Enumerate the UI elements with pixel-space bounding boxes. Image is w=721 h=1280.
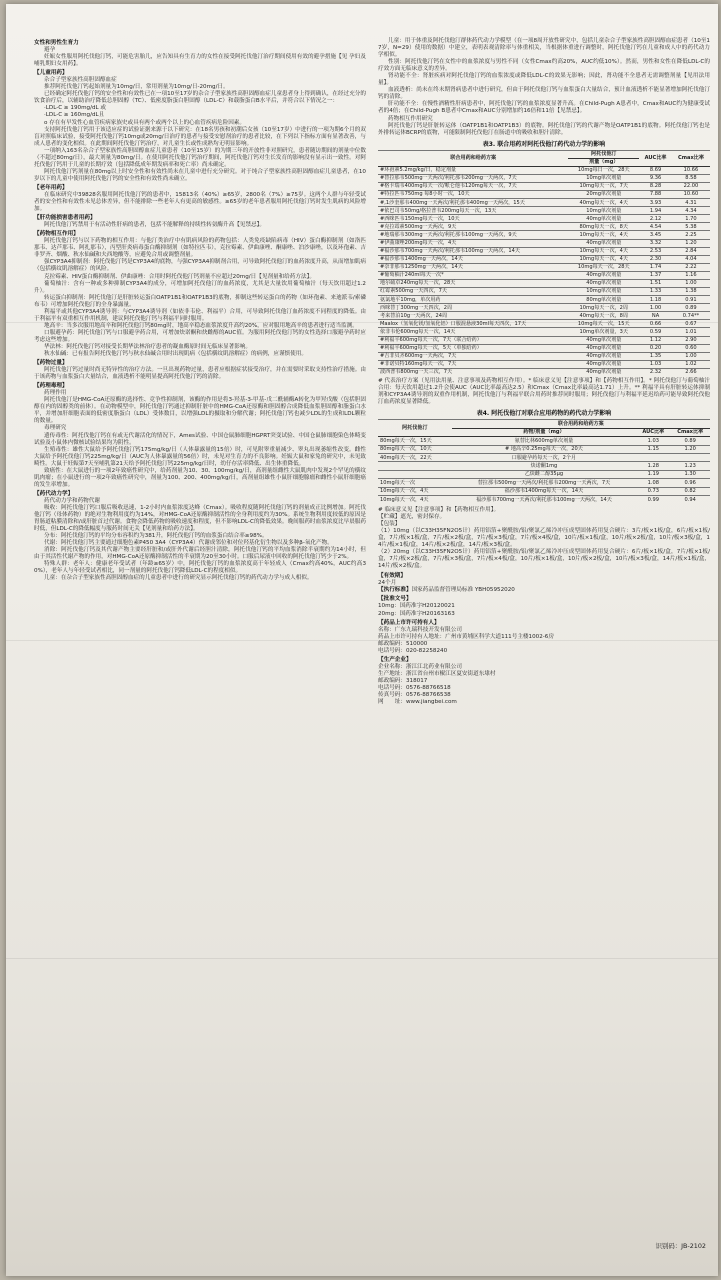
table-cell: #格卡瑞韦400mg每天一次/哌仑他韦120mg每天一次，7天 [378, 183, 568, 191]
table-cell: #克拉霉素500mg一天两次，9天 [378, 223, 568, 231]
table-cell: 1.15 [636, 445, 670, 453]
maker-line: 企业名称：浙江江北药业有限公司 [378, 663, 462, 670]
manufacturer-section [378, 657, 710, 706]
paragraph: 阿托伐他汀钙是肝脏转运体（OATP1B1和OATP1B3）的底物。阿托伐他汀钙的代谢产物是OATP1B1的底物。阿托伐他汀钙也是外排转运体BCRP的底物，可能限制阿托伐他汀在肠道中的吸收和胆汁清除。 [378, 122, 710, 136]
table-cell: 10mg每天一次，4天 [378, 495, 452, 503]
table-cell: 1.23 [670, 462, 710, 470]
table-cell: 40mg每天一次，8周 [568, 312, 639, 320]
table-cell: 40mg单次剂量 [568, 360, 639, 368]
right-column [378, 38, 710, 706]
paragraph: 代谢：阿托伐他汀钙主要通过细胞色素P450 3A4（CYP3A4）代谢成邻位和对位羟基化衍生物以及多种β-氧化产物。 [44, 540, 333, 547]
table3-header-cmax: Cmax比率 [672, 150, 710, 166]
table-cell: 2.22 [672, 263, 710, 271]
table-cell: 5.38 [672, 223, 710, 231]
paragraph: 地高辛：当多次服用地高辛和阿托伐他汀钙80mg时，地高辛稳态血浆浓度升高约20%，应对服用地高辛的患者进行适当监测。 [44, 322, 358, 329]
paragraph: 阿托伐他汀是HMG-CoA还原酶的选择性、竞争性抑制剂，该酶的作用是将3-羟基-3-甲基-戊二酰辅酶A转化为甲羟戊酸（包括胆固醇在内的固醇类的前体）。在动物模型中，阿托伐他汀钙通过抑制肝脏中的HMG-CoA还原酶和胆固醇合成降低血浆胆固醇和脂蛋白水平，并增加肝细胞表面的低密度脂蛋白（LDL）受体数目，以增强LDL的摄取和分解代谢；阿托伐他汀钙也减少LDL的生成和LDL颗粒的数量。 [34, 397, 366, 425]
table-row [378, 487, 710, 495]
table-cell: 1.37 [639, 271, 672, 279]
table-cell: 40mg单次剂量 [568, 239, 639, 247]
table-cell: 10mg单次剂量 [568, 207, 639, 215]
storage-and-packaging [378, 507, 710, 570]
table-cell: 7.88 [639, 191, 672, 199]
table-cell: #福沙那韦700mg一天两次/利托那韦100mg一天两次，14天 [378, 247, 568, 255]
paragraph: 阿托伐他汀钙剂量在80mg以上时安全性和有效性尚未在儿童中进行充分研究。对于纯合子型家族性高胆固醇血症儿童患者，在10岁以下的儿童中使用阿托伐他汀钙的安全性和有效性尚未确立。 [34, 168, 366, 182]
table-cell: 1.70 [672, 215, 710, 223]
table-cell: 1.94 [639, 207, 672, 215]
table-cell: 10mg每天一次，4天 [568, 247, 639, 255]
table-row [378, 328, 710, 336]
table-row [378, 454, 710, 462]
paragraph: 药物相互作用研究 [388, 115, 433, 122]
table-cell: 10mg每天一次，15天 [568, 320, 639, 328]
paragraph: 推荐阿托伐他汀钙起始剂量为10mg/日，常用剂量为10mg/日-20mg/日。 [44, 84, 229, 91]
table-cell: 10mg单次剂量，3天 [568, 328, 639, 336]
table4-effects-on-coadmin [378, 419, 710, 503]
approval-label: 【批准文号】 [378, 596, 412, 603]
table-cell: #特拉匹韦750mg 每8小时一次，10天 [378, 191, 568, 199]
paragraph: # 临床意义见【注意事项】和【药物相互作用】。 [378, 506, 500, 513]
table-cell: 地尔硫卓240mg每天一次，28天 [378, 279, 568, 287]
table-cell: 8.69 [639, 166, 672, 174]
manufacturer-label: 【生产企业】 [378, 656, 412, 663]
table3-subheader-dose: 剂量（mg） [568, 158, 639, 166]
table-cell: 3.32 [639, 239, 672, 247]
table-cell: 考来替泊10g一天两次，24周 [378, 312, 568, 320]
table-cell: 80mg每天一次，10天 [378, 445, 452, 453]
validity-section [378, 573, 710, 587]
paragraph: 吸收：阿托伐他汀钙口服后吸收迅速，1-2小时内血浆浓度达峰（Cmax）。吸收程度随阿托伐他汀钙的剂量成正比例增加。阿托伐他汀钙（母体药物）的绝对生物利用度约为14%，对HMG-CoA还原酶抑制活性的全身利用度约为30%。系统生物利用度较低的原因是胃肠道粘膜清除和/或肝脏首过代谢。食物会降低药物的吸收速度和程度，但不影响LDL-C的降低效果。晚间服药时血浆浓度比早晨服药时低，但LDL-C的降低幅度与服药时间无关【见剂量和给药方法】。 [34, 505, 366, 533]
table-cell: #奈非那韦1250mg一天两次，14天 [378, 263, 568, 271]
table-cell: 10mg每天一次，4天 [568, 231, 639, 239]
paragraph: （2）20mg（以C33H35FN2O5计）药用铝箔+聚酰胺/铝/聚氯乙烯冷冲压成型固体药用复合硬片：6片/板×1板/盒，7片/板×1板/盒，7片/板×2板/盒，7片/板×3板/盒，7片/板×4板/盒，10片/板×1板/盒，10片/板×2板/盒，10片/板×3板/盒，14片/板×1板/盒，14片/板×2板/盒。 [378, 549, 710, 570]
table-cell: 1.38 [672, 288, 710, 296]
table-cell: 氨替比林600mg单次剂量 [452, 437, 637, 445]
section-heading: 【老年用药】 [34, 184, 68, 191]
table-cell: 40mg单次剂量 [568, 368, 639, 376]
table-row [378, 368, 710, 376]
table-row [378, 239, 710, 247]
table-cell: 8.28 [639, 183, 672, 191]
mah-section [378, 620, 710, 655]
table-cell: 1.20 [670, 445, 710, 453]
table-cell: 1.74 [639, 263, 672, 271]
paragraph: 消除：阿托伐他汀钙及其代谢产物主要经肝脏和/或肝外代谢后经胆汁清除，阿托伐他汀钙的平均血浆消除半衰期约为14小时，但由于其活性代谢产物的作用，对HMG-CoA还原酶抑制活性的半衰期为20至30小时。口服后尿液中回收的阿托伐他汀钙少于2%。 [34, 547, 366, 561]
table-cell: 40mg每天一次，4天 [568, 199, 639, 207]
table-cell: #吉非贝齐600mg一天两次，7天 [378, 352, 568, 360]
paragraph: 利福平或其他CYP3A4诱导剂：与CYP3A4诱导剂（如依非韦伦、利福平）合用，可导致阿托伐他汀血药浓度不同程度的降低。由于利福平有双重相互作用机制，建议阿托伐他汀钙与利福平同时服用。 [34, 308, 366, 322]
table-cell: 1.03 [636, 437, 670, 445]
table-cell: #依巴司韦50mg/格拉普韦200mg每天一次，13天 [378, 207, 568, 215]
table-row [378, 344, 710, 352]
table-cell: 10mg单次剂量 [568, 174, 639, 182]
paragraph: 生殖毒性：雄性大鼠给予阿托伐他汀钙175mg/kg/日（人体暴露量的15倍）时，可见附睾重量减少、睾丸出现萎缩性改变。雌性大鼠给予阿托伐他汀钙225mg/kg/日（AUC为人体暴露量的56倍）时，未见对生育力的不良影响。妊娠大鼠和家兔的研究中，未见致畸性。大鼠于妊娠第7天至哺乳第21天给予阿托伐他汀钙225mg/kg/日时，幼仔存活率降低、出生体重降低。 [34, 446, 366, 467]
section-heading: 【肝功能损害患者用药】 [34, 215, 96, 222]
paragraph: 转运蛋白抑制剂：阿托伐他汀是肝脏转运蛋白OATP1B1和OATP1B3的底物，抑制这些转运蛋白的药物（如环孢素、来迪派韦/索磷布韦）可增加阿托伐他汀的全身暴露量。 [34, 294, 366, 308]
table-row [378, 279, 710, 287]
paragraph: 秋水仙碱：已有报告阿托伐他汀钙与秋水仙碱合用时出现肌病（包括横纹肌溶解症）的病例，应谨慎使用。 [44, 351, 307, 358]
table-row [378, 296, 710, 304]
table-cell: 0.60 [672, 344, 710, 352]
document-id: 识别码：JB-2102 [655, 1242, 706, 1250]
paragraph: 杂合子型家族性高胆固醇血症 [44, 77, 117, 84]
table-row [378, 255, 710, 263]
paragraph: 致癌性：在大鼠进行的一项2年致癌性研究中，给药剂量为10、30、100mg/kg/日，高剂量组雌性大鼠肌肉中发现2个罕见的横纹肌肉瘤；在小鼠进行的一项2年致癌性研究中，剂量为100、200、400mg/kg/日，高剂量组雄性小鼠肝细胞腺瘤和雌性小鼠肝细胞癌的发生率增加。 [34, 467, 366, 488]
table-cell: 1.00 [672, 279, 710, 287]
table-cell: 80mg每天一次，15天 [378, 437, 452, 445]
table3-title: 表3. 联合用药对阿托伐他汀药代动力学的影响 [482, 140, 606, 148]
table-cell: 0.59 [639, 328, 672, 336]
left-column [34, 38, 366, 583]
paragraph: 药理作用 [44, 390, 67, 397]
table-cell: #非诺贝特160mg每天一次，7天 [378, 360, 568, 368]
table-cell: 0.73 [636, 487, 670, 495]
paragraph: 葡萄柚汁：含有一种或多种抑制CYP3A4的成分，可增加阿托伐他汀的血药浓度，尤其是大量饮用葡萄柚汁（每天饮用超过1.2升）。 [34, 280, 366, 294]
table-cell: 1.51 [639, 279, 672, 287]
table-cell: 2.25 [672, 231, 710, 239]
table-cell: 1.08 [636, 479, 670, 487]
table-cell: 0.99 [636, 495, 670, 503]
table-row [378, 445, 710, 453]
table-row [378, 304, 710, 312]
paragraph: ·LDL-C ≥ 190mg/dL 或 [44, 105, 106, 112]
paragraph: ·LDL-C ≥ 160mg/dL且 [44, 112, 105, 119]
table-row [378, 462, 710, 470]
table-cell: 西咪替丁300mg一天四次，2周 [378, 304, 568, 312]
standard-label: 【执行标准】 [378, 587, 412, 594]
table-row [378, 174, 710, 182]
table-cell: 10mg每天一次，7天 [568, 183, 639, 191]
table-cell: 0.82 [670, 487, 710, 495]
table-cell: 2.32 [639, 368, 672, 376]
table-cell: 炔诺酮1mg [452, 462, 637, 470]
paragraph: 特殊人群：老年人：健康老年受试者（年龄≥65岁）中，阿托伐他汀钙的血浆浓度高于年轻成人（Cmax约高40%，AUC约高30%），老年人与年轻受试者相比，同一剂量的阿托伐他汀钙降低LDL-C的程度相似。 [34, 561, 366, 575]
table-cell: NA [639, 312, 672, 320]
table-cell: 10mg每天一次 [378, 479, 452, 487]
paragraph: 血液透析：尚未在终末期肾病患者中进行研究，但由于阿托伐他汀钙与血浆蛋白大量结合，预计血液透析不能显著增加阿托伐他汀钙的清除。 [378, 87, 710, 101]
table-row [378, 437, 710, 445]
table-cell: 8.58 [672, 174, 710, 182]
table-row [378, 271, 710, 279]
table-cell: 40mg单次剂量 [568, 271, 639, 279]
table3-header-auc: AUC比率 [639, 150, 672, 166]
table-cell: 10mg每天一次，4天 [378, 487, 452, 495]
table-cell: 1.16 [672, 271, 710, 279]
paragraph: 阿托伐他汀钙过量时尚无特异性的治疗方法。一旦出现药物过量，患者应根据症状接受治疗，并在需要时采取支持性治疗措施。由于该药物与血浆蛋白大量结合，血液透析不能明显提高阿托伐他汀钙的清除。 [34, 367, 366, 381]
table-cell: 0.67 [672, 320, 710, 328]
table-cell: 2.90 [672, 336, 710, 344]
section-heading: 【药物过量】 [34, 360, 68, 367]
table-row [378, 223, 710, 231]
table-cell: Maalox（氢氧化镁/氢氧化铝）口服混悬液30ml每天四次，17天 [378, 320, 568, 328]
table-cell: 1.18 [639, 296, 672, 304]
table-cell: #替拉那韦500mg一天两次/利托那韦200mg一天两次，7天 [378, 174, 568, 182]
table-cell: 10.60 [672, 191, 710, 199]
table-cell: 1.01 [672, 328, 710, 336]
table-cell: 1.19 [636, 470, 670, 478]
table-row [378, 191, 710, 199]
table3-notes: # 代表治疗方案（见用法用量、注意事项及药物相互作用）。* 临床意义见【注意事项】和【药物相互作用】。* 阿托伐他汀与葡萄柚汁合用：每天饮用超过1.2升会使AUC（AUC比率最高达2.5）和Cmax（Cmax比率最高达1.71）上升。** 利福平具有肝脏转运体抑制剂和CYP3A4诱导剂的双重作用机制，阿托伐他汀与利福平联合用药时推荐同时服用；阿托伐他汀与利福平延迟给药可能导致阿托伐他汀血药浓度显著降低。 [378, 378, 710, 406]
table-cell: 1.12 [639, 336, 672, 344]
table-cell: 3.93 [639, 199, 672, 207]
paragraph: 分布：阿托伐他汀钙的平均分布容积约为381升，阿托伐他汀钙的血浆蛋白结合率≥98%。 [44, 533, 268, 540]
paragraph: 避孕 [44, 47, 56, 54]
table-cell: 0.89 [670, 437, 710, 445]
paragraph: 强CYP3A4抑制剂：阿托伐他汀钙是CYP3A4的底物，与强CYP3A4抑制剂合用，可导致阿托伐他汀的血药浓度升高，从而增加肌病（包括横纹肌溶解症）的风险。 [34, 259, 366, 273]
table-cell: 80mg单次剂量 [568, 296, 639, 304]
maker-line: 网 址：www.jiangbei.com [378, 699, 457, 706]
table-cell: 2.30 [639, 255, 672, 263]
mah-line: 名称：广东九瑞科技开发有限公司 [378, 626, 462, 633]
table-cell: #西咪匹韦150mg每天一次，10天 [378, 215, 568, 223]
validity-value: 24个月 [378, 580, 397, 587]
table-cell: 4.04 [672, 255, 710, 263]
table-row [378, 336, 710, 344]
paragraph: 支持阿托伐他汀钙用于该适应症的试验证据来源于以下研究：在18名男孩和初潮后女孩（10至17岁）中进行的一项为期6个月的双盲对照临床试验，接受阿托伐他汀钙10mg或20mg/日治疗的患者与接受安慰剂治疗的患者比较，在下列以下指标方面有显著改善，与成人患者的变化相似。在此期间阿托伐他汀钙治疗，对儿童生长或性成熟均无明显影响。 [34, 126, 366, 147]
table-cell: 20mg单次剂量 [568, 191, 639, 199]
table-row [378, 352, 710, 360]
table-cell: 40mg单次剂量 [568, 215, 639, 223]
paragraph: 【贮藏】遮光，密封保存。 [378, 513, 446, 520]
table-cell: 2.66 [672, 368, 710, 376]
table-cell: 10mg每天一次，28天 [568, 263, 639, 271]
table4-header-coadmin: 联合用药和给药方案 [452, 420, 710, 428]
table-cell: 口服避孕药每天一次，2个月 [452, 454, 637, 462]
table-row [378, 479, 710, 487]
table-row [378, 495, 710, 503]
table-cell: 0.96 [670, 479, 710, 487]
mah-line: 邮政编码：510000 [378, 640, 428, 647]
table-row [378, 312, 710, 320]
paragraph: 毒理研究 [44, 425, 67, 432]
table-cell: 2.84 [672, 247, 710, 255]
table-cell: #利福平600mg每天一次，7天（联合给药） [378, 336, 568, 344]
table-row [378, 288, 710, 296]
table-cell: 乙炔雌二醇35μg [452, 470, 637, 478]
table-cell: 0.66 [639, 320, 672, 328]
table-cell: 1.30 [670, 470, 710, 478]
paragraph: 药代动力学和药物代谢 [44, 497, 100, 504]
table-cell: 氨氯地平10mg，单次用药 [378, 296, 568, 304]
table-cell: 波西普韦800mg一天三次，7天 [378, 368, 568, 376]
table-row [378, 360, 710, 368]
table-row [378, 207, 710, 215]
table-cell: 40mg单次剂量 [568, 344, 639, 352]
mah-line: 药品上市许可持有人地址：广州市黄埔区科学大道111号主楼1002-6房 [378, 633, 554, 640]
paragraph: 【包装】 [378, 520, 401, 527]
table-cell: #伊曲康唑200mg每天一次，4天 [378, 239, 568, 247]
approvals-line: 10mg：国药准字H20120021 [378, 603, 455, 610]
approval-section [378, 596, 710, 617]
table-cell: 3.45 [639, 231, 672, 239]
table3-header-coadmin: 联合用药和给药方案 [378, 150, 568, 166]
table-cell: 40mg单次剂量 [568, 352, 639, 360]
paragraph: 阿托伐他汀钙禁用于有活动性肝病的患者，包括不能解释的持续性转氨酶升高【见禁忌】。 [44, 222, 265, 229]
maker-line: 传真号码：0576-88766538 [378, 692, 451, 699]
table4-header-atorvastatin: 阿托伐他汀 [378, 420, 452, 437]
table-cell: 9.36 [639, 174, 672, 182]
table-cell: 1.33 [639, 288, 672, 296]
table-cell: #环孢素5.2mg/kg/日，稳定剂量 [378, 166, 568, 174]
table-cell: 4.54 [639, 223, 672, 231]
paragraph: 已经确定阿托伐他汀钙的安全性和有效性已在一项10至17岁的杂合子型家族性高胆固醇血症儿童患者身上得到确认，在经过充分的饮食治疗后，以辅助治疗降低总胆固醇（TC）、低密度脂蛋白胆固醇（LDL-C）和载脂蛋白B水平后，并符合以下情况之一： [34, 91, 366, 105]
mah-label: 【药品上市许可持有人】 [378, 619, 440, 626]
table-cell: 1.28 [636, 462, 670, 470]
table-cell: 10mg单次剂量 [568, 288, 639, 296]
maker-line: 电话号码：0576-88766518 [378, 684, 451, 691]
table-cell: 80mg每天一次，8天 [568, 223, 639, 231]
table-cell: 10mg每日一次，28天 [568, 166, 639, 174]
table-cell: 2.12 [639, 215, 672, 223]
table-cell: 替拉那韦500mg一天两次/利托那韦200mg一天两次，7天 [452, 479, 637, 487]
table-cell [670, 454, 710, 462]
paragraph: 华法林：阿托伐他汀钙对接受长期华法林治疗患者的凝血酶原时间无临床显著影响。 [44, 343, 251, 350]
table-cell: 0.74** [672, 312, 710, 320]
table-cell: #利福平600mg每天一次，5天（单独给药） [378, 344, 568, 352]
table-row [378, 231, 710, 239]
paragraph: 阿托伐他汀钙与以下药物的相互作用：与他汀类治疗中有肌病风险的药物包括：人类免疫缺陷病毒（HIV）蛋白酶抑制剂（如洛匹那韦、达芦那韦、阿扎那韦），丙型肝炎病毒蛋白酶抑制剂（如特拉匹韦），克拉霉素、伊曲康唑、酮康唑、泊沙康唑，以及环孢素、吉非罗齐、烟酸、秋水仙碱和夫西地酸等，应避免合用或调整剂量。 [34, 238, 366, 259]
paragraph: 肝功能不全：在慢性酒精性肝病患者中，阿托伐他汀钙的血浆浓度显著升高。在Child-Pugh A患者中，Cmax和AUC约为健康受试者的4倍；在Child-Pugh B患者中Cmax和AUC分别增加约16倍和11倍【见禁忌】。 [378, 101, 710, 115]
paragraph: o 存在有早发性心血管疾病家族史或具有两个或两个以上的心血管疾病危险因素。 [44, 119, 245, 126]
table4-subheader-cmax: Cmax比率 [670, 428, 710, 436]
table-cell: 福沙那韦700mg一天两次/利托那韦100mg一天两次，14天 [452, 495, 637, 503]
table-cell: 1.35 [639, 352, 672, 360]
table-cell: 4.34 [672, 207, 710, 215]
table-cell: 1.03 [639, 360, 672, 368]
table-row [378, 247, 710, 255]
paragraph: 肾功能不全：肾脏疾病对阿托伐他汀钙的血浆浓度或降低LDL-C的效果无影响；因此，肾功能不全患者无需调整剂量【见用法用量】。 [378, 73, 710, 87]
section-heading: 【药代动力学】 [34, 490, 74, 497]
section-heading: 【药理毒理】 [34, 383, 68, 390]
table-row [378, 470, 710, 478]
table-cell: 依非韦伦600mg每天一次，14天 [378, 328, 568, 336]
table4-subheader-drug: 药物/剂量（mg） [452, 428, 637, 436]
right-intro-text [378, 38, 710, 137]
table-row [378, 320, 710, 328]
table-cell: 40mg单次剂量 [568, 279, 639, 287]
approvals-line: 20mg：国药准字H20163163 [378, 610, 455, 617]
standard-section [378, 587, 710, 594]
table-cell: 0.20 [639, 344, 672, 352]
table-cell: 10.66 [672, 166, 710, 174]
table-row [378, 215, 710, 223]
table-cell: 4.31 [672, 199, 710, 207]
table-cell: 22.00 [672, 183, 710, 191]
table-cell: 0.94 [670, 495, 710, 503]
paragraph: 性别：阿托伐他汀钙在女性中的血浆浓度与男性不同（女性Cmax约高20%，AUC约低10%）。然而，男性和女性在降低LDL-C的疗效方面无临床意义的差异。 [378, 59, 710, 73]
table-cell [378, 462, 452, 470]
maker-line: 生产地址：浙江省台州市椒江区夏安街道东埭村 [378, 670, 496, 677]
table-cell: 1.02 [672, 360, 710, 368]
mah-line: 电话号码：020-82258240 [378, 647, 448, 654]
table3-header-atorvastatin: 阿托伐他汀 [568, 150, 639, 158]
table-cell: 10mg每天一次，4天 [568, 255, 639, 263]
table-row [378, 166, 710, 174]
section-heading: 女性和男性生育力 [34, 40, 79, 46]
table-cell: 福沙那韦1400mg每天一次，14天 [452, 487, 637, 495]
table-cell: 2.53 [639, 247, 672, 255]
section-heading: 【儿童用药】 [34, 70, 68, 77]
table-row [378, 183, 710, 191]
table-cell: # 地高辛0.25mg每天一次，20天 [452, 445, 637, 453]
paragraph: 口服避孕药：阿托伐他汀钙与口服避孕药合用，可增加炔诺酮和炔雌醇的AUC值。为服用阿托伐他汀钙的女性选择口服避孕药时应考虑这些增加。 [34, 329, 366, 343]
paragraph: 在临床研究中39828名服用阿托伐他汀钙的患者中，15813名（40%）≥65岁，2800名（7%）≥75岁。这两个人群与年轻受试者的安全性和有效性未见总体差异，但不能排除一些老年人有更高的敏感性。≥65岁的老年患者服用阿托伐他汀钙时发生肌病的风险增加。 [34, 191, 366, 213]
table-cell: 1.00 [672, 352, 710, 360]
table-cell: 0.89 [672, 304, 710, 312]
maker-line: 邮政编码：318017 [378, 677, 428, 684]
table-cell: #葡萄柚汁240ml每天一次* [378, 271, 568, 279]
package-insert-sheet [6, 4, 718, 1276]
table-cell: #福沙那韦1400mg一天两次，14天 [378, 255, 568, 263]
validity-label: 【有效期】 [378, 573, 406, 580]
table-cell: 红霉素500mg一天四次，7天 [378, 288, 568, 296]
table4-subheader-auc: AUC比率 [636, 428, 670, 436]
table-cell: 1.00 [639, 304, 672, 312]
table3-drug-interactions [378, 150, 710, 377]
paragraph: 遗传毒性：阿托伐他汀钙在有或无代谢活化的情况下，Ames试验、中国仓鼠肺细胞HGPRT突变试验、中国仓鼠肺细胞染色体畸变试验及小鼠体内微核试验结果均为阴性。 [34, 432, 366, 446]
table-cell [636, 454, 670, 462]
table-cell [378, 470, 452, 478]
table-cell: 40mg每天一次，22天 [378, 454, 452, 462]
paragraph: 儿童：用于体重及阿托伐他汀群体药代动力学模型（在一项8周开放性研究中，包括儿童杂合子型家族性高胆固醇血症患者（10至17岁，N=29）使用的数据）中建立，表明表观清除率与体重相关，当根据体重进行调整时，阿托伐他汀钙在儿童和成人中的药代动力学相似。 [378, 38, 710, 59]
paragraph: 一项纳入163名杂合子型家族性高胆固醇血症儿童患者（10至15岁）的为期三年的开放性非对照研究，患者随访期间的剂量中位数（不超过80mg/日），最大剂量为80mg/日。在使用阿托伐他汀钙治疗期间，阿托伐他汀钙对生长发育的影响没有显示出一致性。对阿托伐他汀钙用于儿童的长期疗效（包括降低成年期发病率和死亡率）尚未确定。 [34, 147, 366, 168]
section-heading: 【药物相互作用】 [34, 231, 79, 238]
table4-title: 表4. 阿托伐他汀对联合应用药物的药代动力学影响 [476, 410, 612, 418]
paragraph: 妊娠女性服用阿托伐他汀钙，可能危害胎儿，应告知具有生育力的女性在接受阿托伐他汀治疗期间使用有效的避孕措施【见 孕妇及哺乳期妇女用药】。 [34, 54, 366, 68]
table-row [378, 199, 710, 207]
paragraph: 儿童：在杂合子型家族性高胆固醇血症的儿童患者中进行的研究显示阿托伐他汀钙的药代动力学与成人相似。 [44, 575, 313, 582]
paragraph: 克拉霉素、HIV蛋白酶抑制剂、伊曲康唑：合用时阿托伐他汀钙剂量不应超过20mg/日【见剂量和给药方法】。 [44, 273, 316, 280]
table-cell: 40mg单次剂量 [568, 336, 639, 344]
table-cell: 10mg每天一次，2周 [568, 304, 639, 312]
table-cell: #地瑞那韦300mg一天两次/利托那韦100mg一天两次，9天 [378, 231, 568, 239]
paragraph: （1）10mg（以C33H35FN2O5计）药用铝箔+聚酰胺/铝/聚氯乙烯冷冲压成型固体药用复合硬片：3片/板×1板/盒，6片/板×1板/盒，7片/板×1板/盒，7片/板×2板/盒，7片/板×3板/盒，7片/板×4板/盒，10片/板×1板/盒，10片/板×2板/盒，10片/板×3板/盒，14片/板×1板/盒，14片/板×2板/盒，14片/板×3板/盒。 [378, 527, 710, 549]
table-cell: #,1沙奎那韦400mg一天两次/利托那韦400mg一天两次，15天 [378, 199, 568, 207]
table-row [378, 263, 710, 271]
table-cell: 0.91 [672, 296, 710, 304]
table-cell: 1.20 [672, 239, 710, 247]
standard-value: 国家药品监督管理局标准 YBH05952020 [411, 587, 515, 594]
